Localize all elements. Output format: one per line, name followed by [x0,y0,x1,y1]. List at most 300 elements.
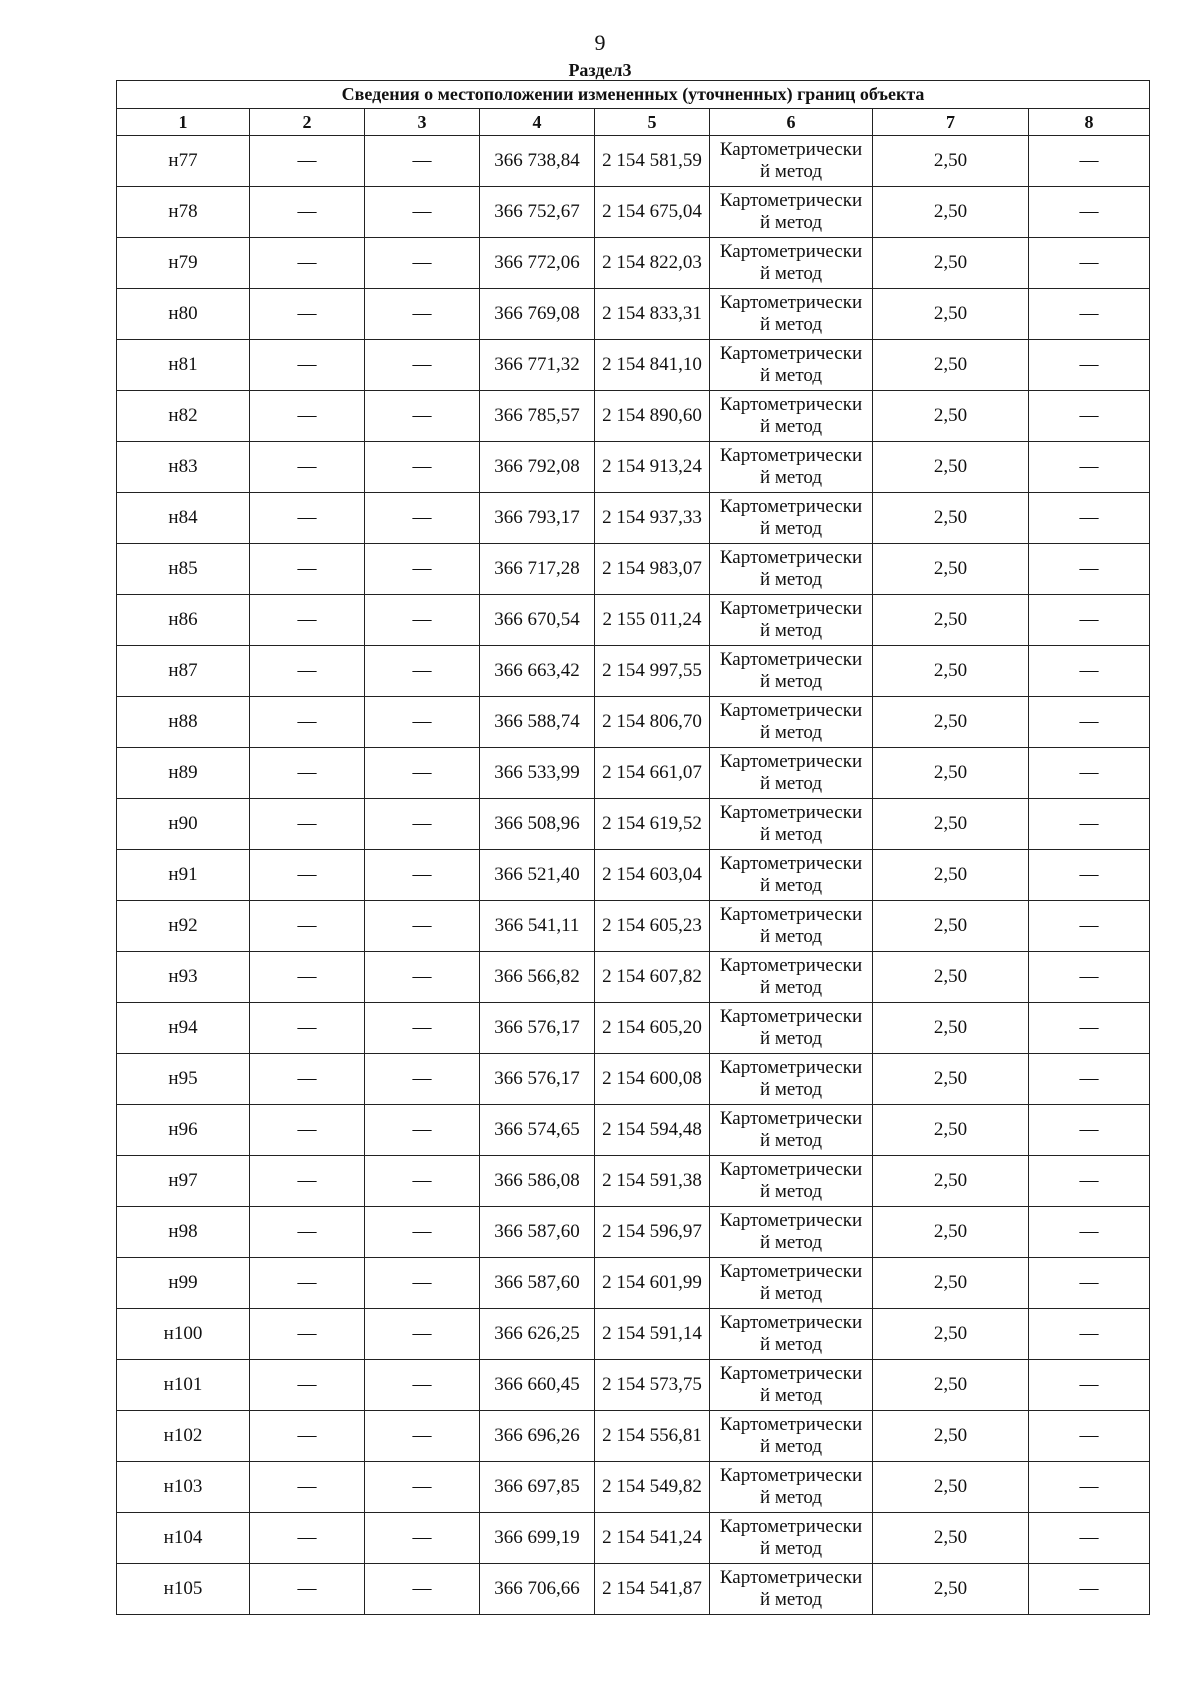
point-id-cell: н100 [117,1309,250,1360]
empty-cell: — [250,1258,365,1309]
x-coordinate-cell: 366 792,08 [480,442,595,493]
method-cell [710,391,873,442]
y-coordinate-cell: 2 154 997,55 [595,646,710,697]
x-coordinate-cell: 366 670,54 [480,595,595,646]
accuracy-cell: 2,50 [873,595,1029,646]
method-cell [710,187,873,238]
empty-cell: — [1029,952,1150,1003]
empty-cell: — [250,646,365,697]
column-number: 8 [1029,109,1150,136]
section-title: Раздел3 [568,60,632,80]
y-coordinate-cell: 2 154 605,20 [595,1003,710,1054]
accuracy-cell: 2,50 [873,391,1029,442]
empty-cell: — [250,1207,365,1258]
empty-cell: — [1029,340,1150,391]
accuracy-cell: 2,50 [873,289,1029,340]
y-coordinate-cell: 2 154 603,04 [595,850,710,901]
method-line-2: й метод [759,161,823,182]
method-line-2: й метод [759,875,823,896]
empty-cell: — [365,1105,480,1156]
method-line-1: Картометрически [719,445,863,466]
empty-cell: — [365,799,480,850]
accuracy-cell: 2,50 [873,901,1029,952]
empty-cell: — [1029,1513,1150,1564]
method-line-1: Картометрически [719,343,863,364]
empty-cell: — [1029,1411,1150,1462]
table-row [117,1462,1150,1513]
table-row [117,1156,1150,1207]
accuracy-cell: 2,50 [873,187,1029,238]
method-line-1: Картометрически [719,751,863,772]
empty-cell: — [365,697,480,748]
point-id-cell: н81 [117,340,250,391]
empty-cell: — [365,238,480,289]
method-line-2: й метод [759,1538,823,1559]
method-cell [710,289,873,340]
y-coordinate-cell: 2 154 549,82 [595,1462,710,1513]
column-number: 4 [480,109,595,136]
method-line-1: Картометрически [719,1159,863,1180]
method-line-1: Картометрически [719,1363,863,1384]
empty-cell: — [365,442,480,493]
point-id-cell: н105 [117,1564,250,1615]
method-line-2: й метод [759,722,823,743]
table-row [117,952,1150,1003]
method-cell [710,850,873,901]
method-line-2: й метод [759,1385,823,1406]
x-coordinate-cell: 366 660,45 [480,1360,595,1411]
x-coordinate-cell: 366 717,28 [480,544,595,595]
column-number: 2 [250,109,365,136]
method-cell [710,1360,873,1411]
empty-cell: — [1029,442,1150,493]
method-line-1: Картометрически [719,853,863,874]
empty-cell: — [365,391,480,442]
point-id-cell: н85 [117,544,250,595]
y-coordinate-cell: 2 154 937,33 [595,493,710,544]
empty-cell: — [1029,136,1150,187]
y-coordinate-cell: 2 154 581,59 [595,136,710,187]
method-line-2: й метод [759,1181,823,1202]
point-id-cell: н90 [117,799,250,850]
point-id-cell: н86 [117,595,250,646]
method-line-1: Картометрически [719,1414,863,1435]
table-caption: Сведения о местоположении измененных (уточненных) границ объекта [117,81,1150,109]
method-cell [710,1411,873,1462]
point-id-cell: н92 [117,901,250,952]
method-cell [710,799,873,850]
empty-cell: — [250,1105,365,1156]
table-row [117,1513,1150,1564]
empty-cell: — [250,136,365,187]
empty-cell: — [250,1054,365,1105]
x-coordinate-cell: 366 576,17 [480,1003,595,1054]
empty-cell: — [1029,1258,1150,1309]
method-cell [710,1105,873,1156]
table-row [117,1309,1150,1360]
empty-cell: — [1029,799,1150,850]
accuracy-cell: 2,50 [873,1513,1029,1564]
method-line-1: Картометрически [719,1210,863,1231]
table-row [117,1054,1150,1105]
method-cell [710,697,873,748]
empty-cell: — [250,799,365,850]
method-line-2: й метод [759,1130,823,1151]
point-id-cell: н102 [117,1411,250,1462]
empty-cell: — [365,1207,480,1258]
method-line-2: й метод [759,263,823,284]
empty-cell: — [250,952,365,1003]
y-coordinate-cell: 2 154 806,70 [595,697,710,748]
accuracy-cell: 2,50 [873,544,1029,595]
empty-cell: — [250,1513,365,1564]
empty-cell: — [365,646,480,697]
method-cell [710,1054,873,1105]
method-line-1: Картометрически [719,292,863,313]
y-coordinate-cell: 2 154 573,75 [595,1360,710,1411]
method-cell [710,1462,873,1513]
point-id-cell: н97 [117,1156,250,1207]
table-row [117,1411,1150,1462]
y-coordinate-cell: 2 154 556,81 [595,1411,710,1462]
method-line-1: Картометрически [719,802,863,823]
x-coordinate-cell: 366 752,67 [480,187,595,238]
empty-cell: — [1029,238,1150,289]
method-line-1: Картометрически [719,1567,863,1588]
empty-cell: — [250,595,365,646]
empty-cell: — [365,850,480,901]
boundary-table [116,80,1150,1615]
x-coordinate-cell: 366 588,74 [480,697,595,748]
method-cell [710,1309,873,1360]
table-row [117,748,1150,799]
point-id-cell: н93 [117,952,250,1003]
empty-cell: — [365,1513,480,1564]
empty-cell: — [365,1054,480,1105]
accuracy-cell: 2,50 [873,442,1029,493]
accuracy-cell: 2,50 [873,952,1029,1003]
method-cell [710,544,873,595]
method-cell [710,1258,873,1309]
x-coordinate-cell: 366 566,82 [480,952,595,1003]
method-line-2: й метод [759,1028,823,1049]
table-row [117,493,1150,544]
table-row [117,697,1150,748]
table-row [117,646,1150,697]
method-line-1: Картометрически [719,496,863,517]
method-line-1: Картометрически [719,649,863,670]
empty-cell: — [1029,748,1150,799]
accuracy-cell: 2,50 [873,340,1029,391]
method-line-1: Картометрически [719,1465,863,1486]
point-id-cell: н99 [117,1258,250,1309]
point-id-cell: н78 [117,187,250,238]
accuracy-cell: 2,50 [873,1156,1029,1207]
y-coordinate-cell: 2 154 607,82 [595,952,710,1003]
empty-cell: — [250,1003,365,1054]
accuracy-cell: 2,50 [873,1462,1029,1513]
empty-cell: — [365,901,480,952]
method-cell [710,1564,873,1615]
empty-cell: — [250,697,365,748]
empty-cell: — [365,1411,480,1462]
point-id-cell: н80 [117,289,250,340]
point-id-cell: н79 [117,238,250,289]
method-line-1: Картометрически [719,547,863,568]
empty-cell: — [1029,1564,1150,1615]
method-line-2: й метод [759,773,823,794]
y-coordinate-cell: 2 154 822,03 [595,238,710,289]
y-coordinate-cell: 2 154 601,99 [595,1258,710,1309]
x-coordinate-cell: 366 772,06 [480,238,595,289]
method-cell [710,493,873,544]
table-body [117,136,1150,1615]
point-id-cell: н95 [117,1054,250,1105]
empty-cell: — [365,289,480,340]
empty-cell: — [250,289,365,340]
y-coordinate-cell: 2 154 841,10 [595,340,710,391]
method-line-1: Картометрически [719,139,863,160]
point-id-cell: н96 [117,1105,250,1156]
x-coordinate-cell: 366 785,57 [480,391,595,442]
empty-cell: — [365,1360,480,1411]
accuracy-cell: 2,50 [873,136,1029,187]
empty-cell: — [250,748,365,799]
method-line-2: й метод [759,467,823,488]
method-line-2: й метод [759,569,823,590]
column-number: 6 [710,109,873,136]
y-coordinate-cell: 2 154 541,87 [595,1564,710,1615]
accuracy-cell: 2,50 [873,1309,1029,1360]
method-line-1: Картометрически [719,700,863,721]
accuracy-cell: 2,50 [873,1258,1029,1309]
empty-cell: — [365,544,480,595]
empty-cell: — [365,1258,480,1309]
empty-cell: — [1029,1462,1150,1513]
y-coordinate-cell: 2 154 661,07 [595,748,710,799]
table-row [117,391,1150,442]
accuracy-cell: 2,50 [873,799,1029,850]
method-line-2: й метод [759,1436,823,1457]
page-number: 9 [594,30,606,55]
point-id-cell: н94 [117,1003,250,1054]
accuracy-cell: 2,50 [873,1105,1029,1156]
empty-cell: — [250,1462,365,1513]
method-line-2: й метод [759,671,823,692]
empty-cell: — [1029,1360,1150,1411]
point-id-cell: н98 [117,1207,250,1258]
x-coordinate-cell: 366 587,60 [480,1207,595,1258]
method-line-2: й метод [759,824,823,845]
empty-cell: — [365,340,480,391]
y-coordinate-cell: 2 154 619,52 [595,799,710,850]
empty-cell: — [250,340,365,391]
empty-cell: — [250,1309,365,1360]
y-coordinate-cell: 2 154 675,04 [595,187,710,238]
method-line-2: й метод [759,1283,823,1304]
method-cell [710,442,873,493]
empty-cell: — [365,952,480,1003]
accuracy-cell: 2,50 [873,1207,1029,1258]
method-line-1: Картометрически [719,1312,863,1333]
point-id-cell: н104 [117,1513,250,1564]
empty-cell: — [1029,1207,1150,1258]
method-cell [710,1207,873,1258]
accuracy-cell: 2,50 [873,1564,1029,1615]
empty-cell: — [365,1156,480,1207]
x-coordinate-cell: 366 697,85 [480,1462,595,1513]
method-line-1: Картометрически [719,1261,863,1282]
method-line-1: Картометрически [719,190,863,211]
empty-cell: — [250,901,365,952]
table-row [117,1360,1150,1411]
accuracy-cell: 2,50 [873,1360,1029,1411]
table-row [117,1003,1150,1054]
table-row [117,1258,1150,1309]
empty-cell: — [1029,187,1150,238]
y-coordinate-cell: 2 154 594,48 [595,1105,710,1156]
accuracy-cell: 2,50 [873,1054,1029,1105]
method-line-1: Картометрически [719,904,863,925]
accuracy-cell: 2,50 [873,748,1029,799]
table-row [117,799,1150,850]
column-number: 7 [873,109,1029,136]
x-coordinate-cell: 366 586,08 [480,1156,595,1207]
empty-cell: — [1029,493,1150,544]
method-line-2: й метод [759,212,823,233]
point-id-cell: н103 [117,1462,250,1513]
point-id-cell: н83 [117,442,250,493]
y-coordinate-cell: 2 154 591,38 [595,1156,710,1207]
point-id-cell: н82 [117,391,250,442]
y-coordinate-cell: 2 155 011,24 [595,595,710,646]
x-coordinate-cell: 366 587,60 [480,1258,595,1309]
x-coordinate-cell: 366 541,11 [480,901,595,952]
empty-cell: — [250,1360,365,1411]
method-line-1: Картометрически [719,1516,863,1537]
point-id-cell: н84 [117,493,250,544]
empty-cell: — [365,493,480,544]
method-line-1: Картометрически [719,241,863,262]
y-coordinate-cell: 2 154 600,08 [595,1054,710,1105]
method-line-2: й метод [759,1079,823,1100]
empty-cell: — [1029,1105,1150,1156]
method-line-2: й метод [759,1334,823,1355]
y-coordinate-cell: 2 154 591,14 [595,1309,710,1360]
column-number: 3 [365,109,480,136]
x-coordinate-cell: 366 533,99 [480,748,595,799]
x-coordinate-cell: 366 574,65 [480,1105,595,1156]
method-line-2: й метод [759,416,823,437]
method-line-2: й метод [759,518,823,539]
y-coordinate-cell: 2 154 983,07 [595,544,710,595]
accuracy-cell: 2,50 [873,1411,1029,1462]
x-coordinate-cell: 366 521,40 [480,850,595,901]
method-line-1: Картометрически [719,1108,863,1129]
empty-cell: — [1029,697,1150,748]
accuracy-cell: 2,50 [873,646,1029,697]
empty-cell: — [365,187,480,238]
empty-cell: — [1029,1054,1150,1105]
table-row [117,544,1150,595]
point-id-cell: н89 [117,748,250,799]
accuracy-cell: 2,50 [873,697,1029,748]
method-cell [710,340,873,391]
method-cell [710,952,873,1003]
method-cell [710,748,873,799]
point-id-cell: н101 [117,1360,250,1411]
empty-cell: — [365,1309,480,1360]
table-row [117,1105,1150,1156]
method-line-1: Картометрически [719,598,863,619]
x-coordinate-cell: 366 699,19 [480,1513,595,1564]
point-id-cell: н87 [117,646,250,697]
table-row [117,238,1150,289]
method-line-2: й метод [759,365,823,386]
column-number: 1 [117,109,250,136]
empty-cell: — [1029,646,1150,697]
empty-cell: — [250,187,365,238]
empty-cell: — [250,850,365,901]
empty-cell: — [365,1462,480,1513]
point-id-cell: н91 [117,850,250,901]
empty-cell: — [1029,391,1150,442]
column-number: 5 [595,109,710,136]
x-coordinate-cell: 366 696,26 [480,1411,595,1462]
method-line-1: Картометрически [719,955,863,976]
y-coordinate-cell: 2 154 605,23 [595,901,710,952]
empty-cell: — [1029,850,1150,901]
method-cell [710,1156,873,1207]
method-line-2: й метод [759,1589,823,1610]
table-row [117,136,1150,187]
x-coordinate-cell: 366 706,66 [480,1564,595,1615]
y-coordinate-cell: 2 154 890,60 [595,391,710,442]
method-line-1: Картометрически [719,1057,863,1078]
table-row [117,850,1150,901]
x-coordinate-cell: 366 793,17 [480,493,595,544]
empty-cell: — [1029,1156,1150,1207]
method-line-2: й метод [759,620,823,641]
table-row [117,289,1150,340]
empty-cell: — [250,1156,365,1207]
empty-cell: — [365,1003,480,1054]
y-coordinate-cell: 2 154 833,31 [595,289,710,340]
x-coordinate-cell: 366 508,96 [480,799,595,850]
x-coordinate-cell: 366 769,08 [480,289,595,340]
method-line-2: й метод [759,314,823,335]
x-coordinate-cell: 366 771,32 [480,340,595,391]
method-line-2: й метод [759,1487,823,1508]
method-line-1: Картометрически [719,394,863,415]
x-coordinate-cell: 366 738,84 [480,136,595,187]
point-id-cell: н88 [117,697,250,748]
accuracy-cell: 2,50 [873,493,1029,544]
table-row [117,442,1150,493]
method-cell [710,646,873,697]
empty-cell: — [250,1564,365,1615]
method-cell [710,1513,873,1564]
empty-cell: — [365,136,480,187]
empty-cell: — [1029,1309,1150,1360]
method-cell [710,595,873,646]
table-row [117,1564,1150,1615]
method-line-2: й метод [759,1232,823,1253]
empty-cell: — [250,238,365,289]
column-number-row [117,109,1150,136]
table-row [117,1207,1150,1258]
accuracy-cell: 2,50 [873,1003,1029,1054]
